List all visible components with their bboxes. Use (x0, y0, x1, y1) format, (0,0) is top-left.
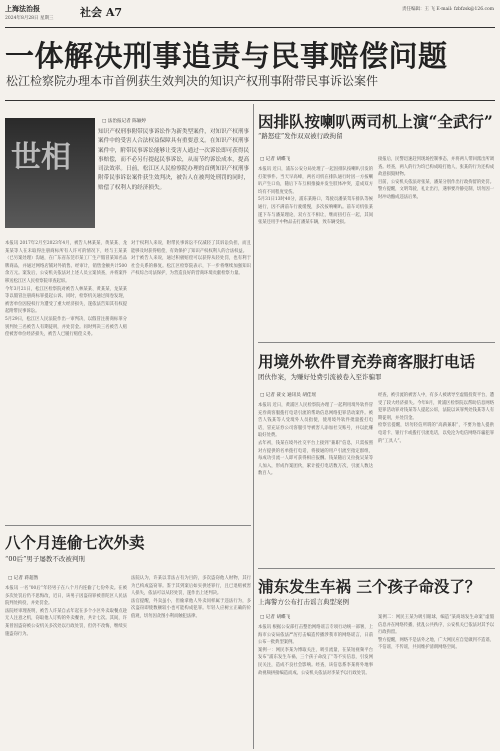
column-divider (253, 104, 254, 749)
story4-body-col-2 (131, 575, 251, 747)
story3-paragraph: 经查，被引流的被害人中，有多人被诱导至虚假投资平台，遭受了较大经济损失。今年8月，黄浦区检察院以帮助信息网络犯罪活动罪对钱某等人提起公诉，法院以该罪判处钱某等人有期徒刑，并处罚金。 (378, 393, 494, 421)
lead-rule (5, 100, 495, 101)
story-divider (258, 342, 495, 343)
story2-byline: □ 记者 胡蝶飞 (260, 157, 291, 162)
header-rule (5, 27, 495, 28)
story5-paragraph: 案例二：网民王某为吸引眼球，编造“某商场发生命案”虚假信息并在网络传播，扰乱公共秩序，公安机关已依法对其予以行政拘留。 (378, 615, 494, 636)
story2-paragraph: 接报后，民警迅速赶到现场控制事态，并将两人带回派出所调查。经查，两人的行为均已构成殴打他人，张某的行为还构成故意损毁财物。 (378, 157, 494, 178)
lead-paragraph: 本报讯 2017年2月至2023年4月，被告人林某某、黄某某、龙某某等人在未取得注册商标所有人许可的情况下，经与王某某（已另案处理）沟通，在广东省东莞市某工厂生产假冒某知名品牌商品，并通过网络店铺对外销售。经审计，销售金额共计500余万元。案发后，公安机关依法对上述人员立案侦查，并将案件移送松江区人民检察院审查起诉。 (5, 241, 127, 284)
story2-headline: 因排队按喇叭两司机上演“全武行” (258, 112, 493, 131)
story5-byline: □ 记者 胡蝶飞 (260, 615, 291, 620)
story3-headline: 用境外软件冒充券商客服打电话 (258, 352, 476, 371)
lead-byline: □ 法治报记者 陈颖婷 (102, 119, 147, 124)
lead-paragraph: 对于被告人来说，通过积极赔偿可以获得从轻处罚，也有利于社会关系的修复。松江区检察院表示，下一步将继续加强知识产权综合司法保护，为营造良好的营商环境贡献检察力量。 (131, 256, 251, 277)
story2-body-col-2 (378, 156, 494, 336)
story2-paragraph: 目前，公安机关依法对张某、潘某分别作出行政拘留的处罚。警方提醒，文明驾驶、礼让出行，遇事要冷静克制，切勿因一时冲动酿成违法后果。 (378, 179, 494, 200)
story-divider (5, 525, 251, 526)
lead-paragraph: 对于权利人来说，附带民事诉讼不仅减轻了其诉讼负担，而且能够及时获得赔偿，有效保护了知识产权权利人的合法权益。 (131, 241, 251, 254)
story-divider (258, 568, 495, 569)
story4-paragraph: 法官提醒，外卖虽小，但偷拿他人外卖同样属于违法行为，多次盗窃即使数额较小也可能构成犯罪。年轻人应树立正确的价值观，切勿因贪图小利而触犯法律。 (131, 598, 251, 619)
story2-paragraph: 5月31日13时40分，浦东某路口，驾驶员潘某驾车排队等候通行，因不满前车行驶缓慢，多次按响喇叭。前车司机张某遂下车与潘某理论，双方互不相让，继而扭打在一起，其间张某还用手中物品击打潘某车辆，致车辆受损。 (258, 197, 373, 226)
story5-body-col-1 (258, 624, 373, 748)
story5-paragraph: 本报讯 根据公安部打击整治网络谣言专项行动统一部署，上海市公安局依法严厉打击编造传播涉我市的网络谣言，日前公布一批典型案例。 (258, 625, 373, 646)
issue-date: 2024年8月28日 星期三 (5, 16, 54, 21)
lead-paragraph: 5月29日，松江区人民法院作出一审判决，以假冒注册商标罪分别判处三名被告人有期徒刑，并处罚金。同时判决三名被告人赔偿被害单位经济损失，被告人已履行赔偿义务。 (5, 316, 127, 338)
section-label: 社会 A7 (80, 6, 123, 19)
photo-caption-art: 世相 (11, 140, 71, 175)
page-header (0, 0, 500, 30)
story3-paragraph: 去年初，钱某在境外社交平台上接到“兼职”信息，只需按照对方提供的名单拨打电话，将接通的用户引流至指定群组，每成功引流一人即可获得相应报酬。钱某随后又拉拢吴某等人加入，形成作案团伙，累计拨打电话数万次，引流人数达数百人。 (258, 440, 373, 477)
story5-paragraph: 案例一：网民李某为博取关注、吸引流量，在某短视频平台发布“浦东发生车祸，三个孩子命没了”等不实信息，引发网民关注，造成不良社会影响。经查，该信息系李某将外地事故视频拼接编造而成。公安机关依法对李某予以行政处罚。 (258, 647, 373, 676)
story4-headline: 八个月连偷七次外卖 (5, 533, 145, 552)
story2-body-col-1 (258, 166, 373, 336)
lead-subheadline: 松江检察院办理本市首例获生效判决的知识产权刑事附带民事诉讼案件 (6, 74, 379, 88)
story5-headline: 浦东发生车祸 三个孩子命没了？ (258, 577, 481, 596)
story4-subheadline: “00后”男子屡教不改被判刑 (5, 555, 85, 563)
story3-paragraph: 检察官提醒，切勿轻信所谓的“高薪兼职”，不要为他人提供电话卡、银行卡或拨打引流电话，以免沦为电信网络诈骗犯罪的“工具人”。 (378, 423, 494, 444)
masthead: 上海法治报 (5, 4, 40, 13)
lead-body-col-1 (5, 240, 127, 520)
lead-headline: 一体解决刑事追责与民事赔偿问题 (5, 39, 448, 73)
lead-photo (5, 118, 95, 228)
lead-body-col-2 (131, 240, 251, 520)
story3-body-col-2 (378, 392, 494, 564)
lead-intro: 知识产权刑事附带民事诉讼作为新类型案件，对知识产权刑事案件中的受害人合法权益保障具有重要意义。在知识产权刑事案件中，附带民事诉讼能够让受害人通过一次诉讼即可获得民事赔偿，而不必另行提起民事诉讼，从而节约诉讼成本，提高司法效率。日前，松江区人民检察院办理的首例知识产权刑事附带民事诉讼案件获生效判决，被告人在被判处刑罚的同时，赔偿了权利人的经济损失。 (98, 129, 250, 191)
story3-byline: □ 记者 聂文 通讯员 胡佳瑶 (260, 393, 317, 398)
story3-subheadline: 团伙作案，为赚好处费引流被卷入至诈骗罪 (258, 373, 382, 381)
story2-paragraph: 本报讯 近日，浦东公安分局处理了一起因排队按喇叭引发的打架事件。当天早高峰，两名司机在排队通行时因一方按喇叭产生口角，随后下车互相推搡并发生肢体冲突，造成双方均有不同程度受伤。 (258, 167, 373, 195)
story4-paragraph: 法院认为，许某以非法占有为目的，多次盗窃他人财物，其行为已构成盗窃罪。鉴于其到案后如实供述罪行，且已退赔被害人损失，依法可以从轻处罚，遂作出上述判决。 (131, 576, 251, 597)
story4-byline: □ 记者 蒋超然 (8, 576, 39, 581)
lead-paragraph: 今年3月21日，松江区检察院对被告人林某某、黄某某、龙某某等以假冒注册商标罪提起公诉。同时，检察机关通过阅卷发现，被害单位因侵权行为遭受了重大经济损失，遂依法告知其有权提起附带民事诉讼。 (5, 286, 127, 315)
story5-subheadline: 上海警方公布打击谣言典型案例 (258, 598, 349, 606)
story2-subheadline: “路怒症”发作双双被行政拘留 (258, 132, 343, 140)
story4-paragraph: 本报讯 一名“00后”年轻男子在八个月内连偷了七份外卖。在被多次处罚后仍不思悔改，近日，该男子因盗窃罪被普陀区人民法院判处拘役，并处罚金。 (5, 586, 127, 607)
story4-paragraph: 法院经审理查明，被告人许某自去年起在多个小区外卖取餐点趁无人注意之机，窃取他人订购的外卖餐食，共计七次。其间，许某曾因盗窃被公安机关多次处以行政处罚，但仍不改悔，继续实施盗窃行为。 (5, 608, 127, 637)
story3-body-col-1 (258, 402, 373, 564)
story5-paragraph: 警方提醒，网络不是法外之地，广大网民应自觉做到不造谣、不信谣、不传谣，共同维护清朗网络空间。 (378, 637, 494, 651)
editor-credit: 责任编辑：王 飞 E-mail: fzbfzsk@126.com (401, 7, 494, 12)
story5-body-col-2 (378, 614, 494, 748)
story3-paragraph: 本报讯 近日，黄浦区人民检察院办理了一起利用境外软件冒充券商客服拨打电话引流的帮助信息网络犯罪活动案件。被告人钱某等人受境外人员指使，使用境外软件批量拨打电话，冒充证券公司客服引导被害人添加社交账号，并以此赚取好处费。 (258, 403, 373, 439)
story4-body-col-1 (5, 585, 127, 747)
